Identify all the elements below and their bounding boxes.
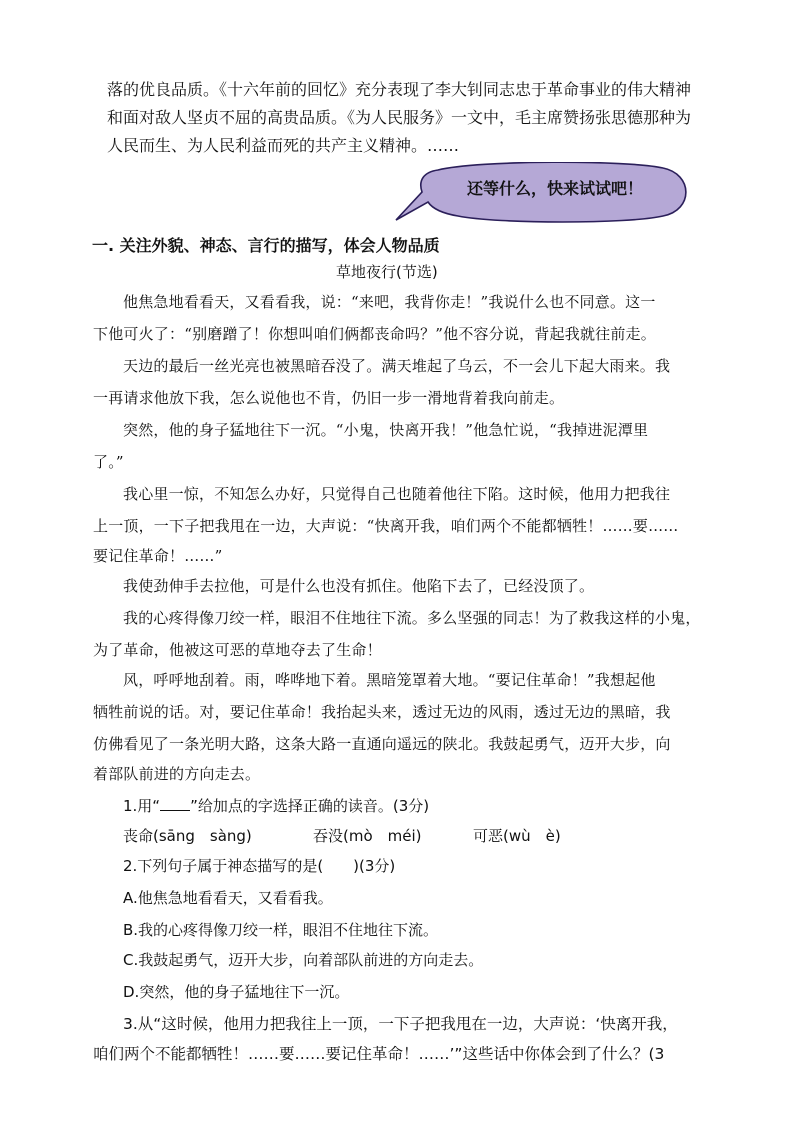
speech-bubble [388, 162, 698, 224]
passage-line: 了。” [93, 453, 124, 471]
section-heading: 一. 关注外貌、神态、言行的描写，体会人物品质 [92, 236, 440, 255]
choice-tunmo: 吞没(mò méi) [313, 827, 422, 845]
question-1-prefix: 1.用“ [123, 797, 161, 815]
passage-line: 突然，他的身子猛地往下一沉。“小鬼，快离开我！”他急忙说，“我掉进泥潭里 [123, 421, 649, 439]
question-3-line-1: 3.从“这时候，他用力把我往上一顶，一下子把我甩在一边，大声说：‘快离开我， [123, 1015, 678, 1033]
passage-line: 下他可火了：“别磨蹭了！你想叫咱们俩都丧命吗？”他不容分说，背起我就往前走。 [93, 325, 656, 343]
question-1 [123, 796, 429, 816]
intro-line-3: 人民而生、为人民利益而死的共产主义精神。…… [107, 136, 460, 155]
answer-blank[interactable] [160, 796, 190, 811]
question-2 [123, 856, 395, 876]
choice-kewu: 可恶(wù è) [473, 827, 561, 845]
passage-line: 他焦急地看看天，又看看我，说：“来吧，我背你走！”我说什么也不同意。这一 [123, 293, 656, 311]
choice-sangming: 丧命(sāng sàng) [123, 827, 252, 845]
intro-line-1: 落的优良品质。《十六年前的回忆》充分表现了李大钊同志忠于革命事业的伟大精神 [107, 80, 692, 99]
option-a: A.他焦急地看看天，又看看我。 [123, 889, 333, 907]
question-1-suffix: ”给加点的字选择正确的读音。(3分) [190, 797, 430, 815]
passage-line: 要记住革命！……” [93, 547, 223, 565]
passage-line: 牺牲前说的话。对，要记住革命！我抬起头来，透过无边的风雨，透过无边的黑暗，我 [93, 703, 671, 721]
question-2-suffix: )(3分) [353, 857, 396, 875]
question-3-line-2: 咱们两个不能都牺牲！……要……要记住革命！……’”这些话中你体会到了什么？(3 [93, 1045, 665, 1063]
option-b: B.我的心疼得像刀绞一样，眼泪不住地往下流。 [123, 921, 439, 939]
passage-line: 一再请求他放下我，怎么说他也不肯，仍旧一步一滑地背着我向前走。 [93, 389, 565, 407]
intro-line-2: 和面对敌人坚贞不屈的高贵品质。《为人民服务》一文中，毛主席赞扬张思德那种为 [107, 108, 692, 127]
question-1-choices [123, 826, 561, 846]
passage-line: 我的心疼得像刀绞一样，眼泪不住地往下流。多么坚强的同志！为了救我这样的小鬼， [123, 609, 701, 627]
passage-line: 我使劲伸手去拉他，可是什么也没有抓住。他陷下去了，已经没顶了。 [123, 577, 595, 595]
option-c: C.我鼓起勇气，迈开大步，向着部队前进的方向走去。 [123, 951, 484, 969]
question-2-prefix: 2.下列句子属于神态描写的是( [123, 857, 324, 875]
passage-title: 草地夜行(节选) [336, 263, 438, 281]
passage-line: 为了革命，他被这可恶的草地夺去了生命！ [93, 641, 382, 659]
passage-line: 仿佛看见了一条光明大路，这条大路一直通向遥远的陕北。我鼓起勇气，迈开大步，向 [93, 735, 671, 753]
passage-line: 上一顶，一下子把我甩在一边，大声说：“快离开我，咱们两个不能都牺牲！……要…… [93, 517, 679, 535]
passage-line: 着部队前进的方向走去。 [93, 765, 261, 783]
passage-line: 风，呼呼地刮着。雨，哗哗地下着。黑暗笼罩着大地。“要记住革命！”我想起他 [123, 671, 656, 689]
option-d: D.突然，他的身子猛地往下一沉。 [123, 983, 350, 1001]
passage-line: 天边的最后一丝光亮也被黑暗吞没了。满天堆起了乌云，不一会儿下起大雨来。我 [123, 357, 671, 375]
passage-line: 我心里一惊，不知怎么办好，只觉得自己也随着他往下陷。这时候，他用力把我往 [123, 485, 671, 503]
bubble-text: 还等什么，快来试试吧！ [466, 179, 643, 198]
